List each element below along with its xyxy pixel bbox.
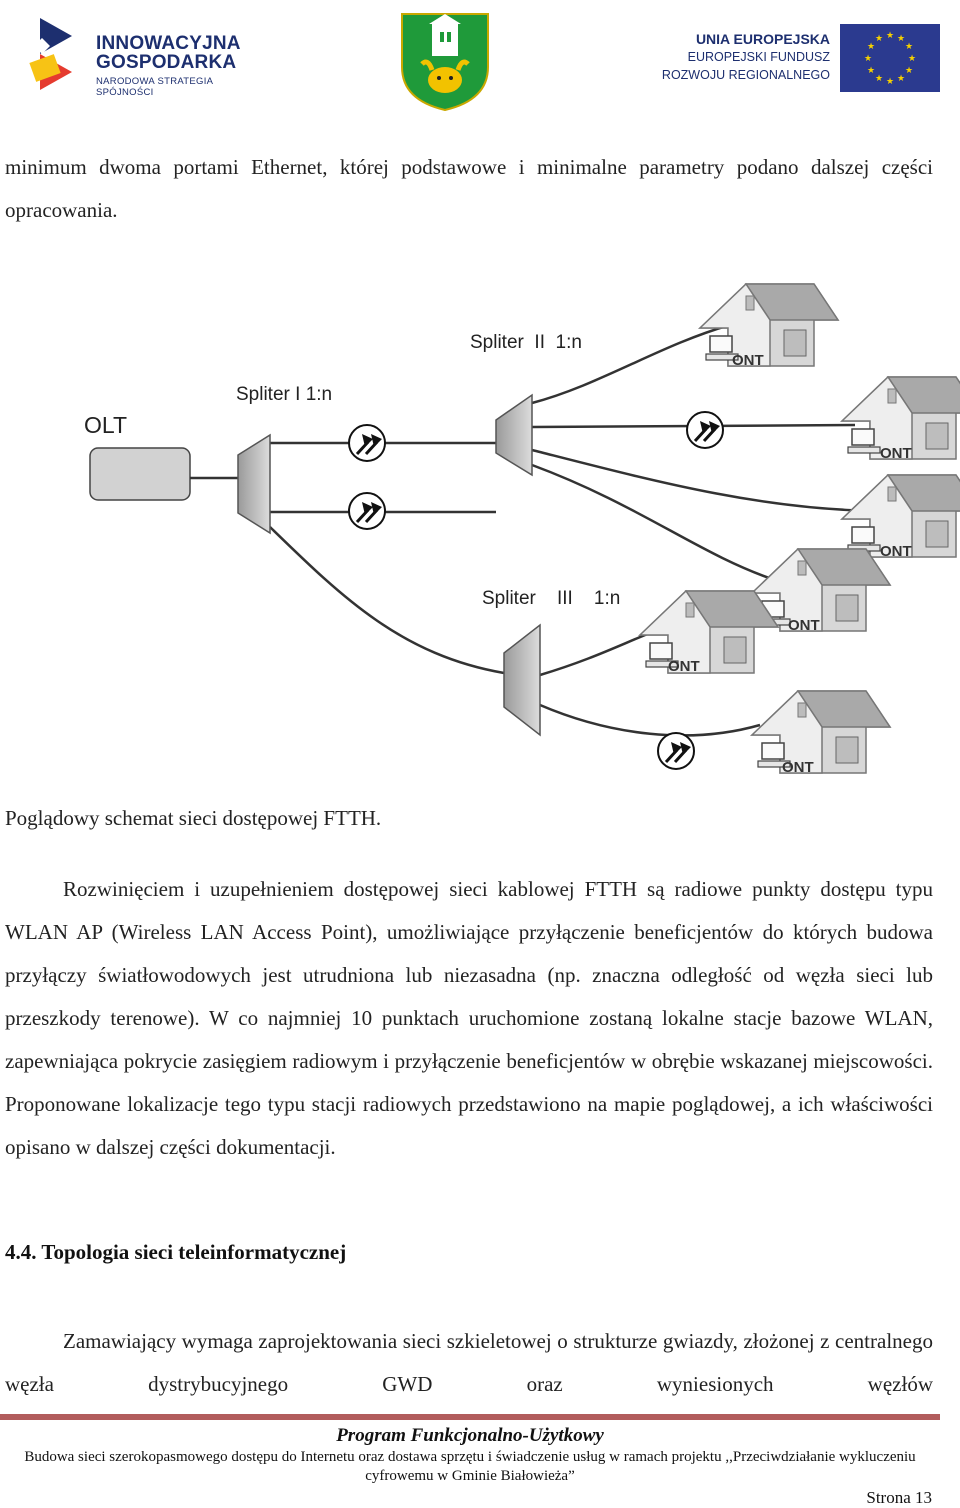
svg-text:★: ★ xyxy=(885,31,895,41)
eu-line3: ROZWOJU REGIONALNEGO xyxy=(661,68,830,82)
logo-line2: GOSPODARKA xyxy=(96,52,237,73)
svg-text:★: ★ xyxy=(874,34,884,44)
section-heading: 4.4. Topologia sieci teleinformatycznej xyxy=(5,1240,347,1264)
paragraph-topology: Zamawiający wymaga zaprojektowania sieci szkieletowej o strukturze gwiazdy, złożonej z centralnego węzła dystrybucyjnego GWD oraz wyniesionych węzłów xyxy=(5,1329,933,1396)
innowacyjna-gospodarka-emblem-icon xyxy=(28,18,92,90)
eu-logo xyxy=(660,20,942,92)
house-6 xyxy=(752,691,890,773)
spliter1-label: Spliter I 1:n xyxy=(236,384,333,405)
svg-text:★: ★ xyxy=(866,42,876,52)
coat-of-arms-bison-icon xyxy=(400,12,490,112)
spliter3-label: Spliter III 1:n xyxy=(482,588,621,609)
svg-text:★: ★ xyxy=(896,34,906,44)
svg-text:★: ★ xyxy=(874,74,884,84)
svg-text:★: ★ xyxy=(863,54,873,64)
ont-label-4: ONT xyxy=(788,617,820,634)
eu-flag-icon xyxy=(840,24,940,92)
svg-text:★: ★ xyxy=(907,54,917,64)
spliter2-label: Spliter II 1:n xyxy=(470,332,582,353)
svg-text:★: ★ xyxy=(904,42,914,52)
svg-text:★: ★ xyxy=(904,66,914,76)
paragraph-wlan: Rozwinięciem i uzupełnieniem dostępowej sieci kablowej FTTH są radiowe punkty dostępu typu WLAN AP (Wireless LAN Access Point), umożliwiające przyłączenie beneficjentów do których budowa przyłączy światłowodowych jest utrudniona lub niezasadna (np. znaczna odległość od węzła sieci lub przeszkody terenowe). W co najmniej 10 punktach uruchomione zostaną lokalne stacje bazowe WLAN, zapewniająca pokrycie zasięgiem radiowym i przyłączenie beneficjentów w obrębie wskazanej miejscowości. Proponowane lokalizacje tego typu stacji radiowych przedstawiono na mapie poglądowej, a ich właściwości opisano w dalszej części dokumentacji. xyxy=(5,877,933,1159)
svg-text:★: ★ xyxy=(866,66,876,76)
wlan-ap-2 xyxy=(349,493,385,529)
ftth-diagram xyxy=(0,275,960,795)
ont-label-2: ONT xyxy=(880,445,912,462)
svg-text:★: ★ xyxy=(896,74,906,84)
ont-label-1: ONT xyxy=(732,352,764,369)
ont-label-6: ONT xyxy=(782,759,814,776)
spliter-2 xyxy=(496,395,532,475)
logo-subtitle: NARODOWA STRATEGIA SPÓJNOŚCI xyxy=(96,76,213,98)
page-number: Strona 13 xyxy=(866,1488,932,1507)
footer-rule xyxy=(0,1414,940,1420)
spliter-3 xyxy=(504,625,540,735)
spliter-1 xyxy=(238,435,270,533)
eu-line2: EUROPEJSKI FUNDUSZ xyxy=(687,50,830,64)
diagram-caption: Poglądowy schemat sieci dostępowej FTTH. xyxy=(5,806,382,830)
logo-line1: INNOWACYJNA xyxy=(96,33,241,54)
innowacyjna-gospodarka-logo xyxy=(28,16,268,98)
house-1 xyxy=(700,284,838,366)
svg-text:★: ★ xyxy=(885,77,895,87)
footer-description: Budowa sieci szerokopasmowego dostępu do Internetu oraz dostawa sprzętu i świadczenie usług w ramach projektu ,,Przeciwdziałanie wykluczeniu cyfrowemu w Gminie Białowieża” xyxy=(24,1449,916,1484)
house-5 xyxy=(640,591,778,673)
olt-label: OLT xyxy=(84,412,128,438)
footer-title: Program Funkcjonalno-Użytkowy xyxy=(336,1425,604,1446)
eu-line1: UNIA EUROPEJSKA xyxy=(695,31,830,47)
ont-label-3: ONT xyxy=(880,543,912,560)
ont-label-5: ONT xyxy=(668,658,700,675)
olt-device xyxy=(90,448,190,500)
paragraph-intro: minimum dwoma portami Ethernet, której podstawowe i minimalne parametry podano dalszej części opracowania. xyxy=(5,155,933,222)
wlan-ap-3 xyxy=(687,412,723,448)
wlan-ap-4 xyxy=(658,733,694,769)
coat-of-arms xyxy=(400,12,490,112)
wlan-ap-1 xyxy=(349,425,385,461)
